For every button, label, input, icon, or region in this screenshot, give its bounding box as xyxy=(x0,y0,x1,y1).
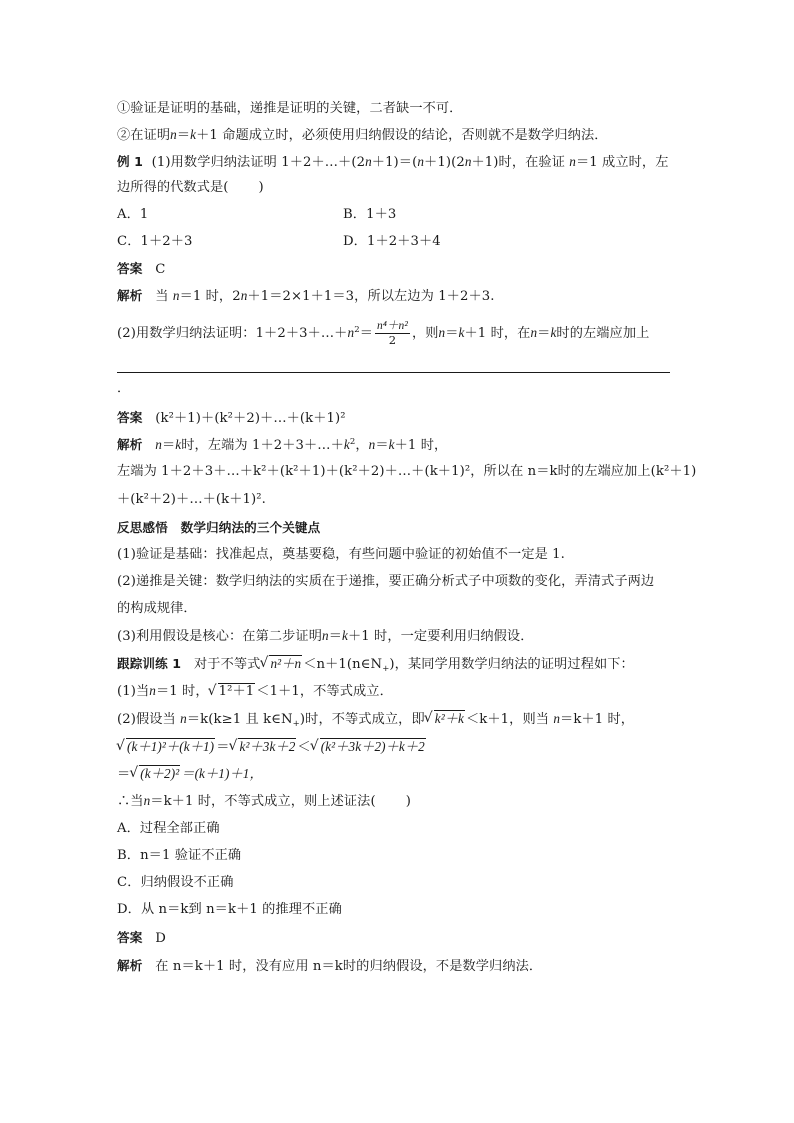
answer-label: 答案 xyxy=(117,261,143,276)
track-answer xyxy=(117,929,166,948)
track-s5-a: ∴当 xyxy=(117,794,144,809)
reflection-heading xyxy=(117,519,320,538)
track-s3-eq: ＝ xyxy=(216,740,230,755)
analysis-2-label: 解析 xyxy=(117,437,143,452)
q1-mid: ＋1)＝( xyxy=(371,155,418,170)
track-s2-c: )时，不等式成立，即 xyxy=(299,712,425,727)
p2-eq: ＝ xyxy=(176,128,191,143)
reflection-item-2-line2: 的构成规律． xyxy=(117,601,197,616)
track-intro-sub: + xyxy=(382,664,390,674)
option-d: D．1＋2＋3＋4 xyxy=(343,234,441,249)
example-1-question-2: (2)用数学归纳法证明：$1+2+3+\dots+n^2=$ $\frac{\text{n⁴＋n²}}{2}$ ，则n＝k＋1 时，在n＝k时的左端应加上 xyxy=(117,320,650,347)
answer-2 xyxy=(117,409,346,428)
track-s2-a: (2)假设当 xyxy=(117,712,176,727)
reflection-title: 数学归纳法的三个关键点 xyxy=(180,520,321,535)
sqrt-n2-plus-n xyxy=(260,655,302,674)
answer-1 xyxy=(117,260,165,279)
track-s3-rad2: k²＋3k＋2 xyxy=(239,739,296,754)
tracking-label: 跟踪训练 1 xyxy=(117,656,182,671)
blank-period: ． xyxy=(117,381,131,396)
track-answer-value: D xyxy=(155,931,166,946)
sqrt-expr-3 xyxy=(311,738,426,757)
option-a: A．1 xyxy=(117,207,149,222)
p2-text-e: ＋1 命题成立时，必须使用归纳假设的结论，否则就不是数学归纳法． xyxy=(196,128,608,143)
sqrt-k2-plus-k xyxy=(425,710,465,729)
track-step-5: ∴当n＝k＋1 时，不等式成立，则上述证法( ) xyxy=(117,793,411,809)
sqrt-expr-4 xyxy=(130,765,180,784)
example-1-question-1-line2 xyxy=(117,179,264,197)
track-s3-lt: ＜ xyxy=(297,740,311,755)
sqrt-1-plus-1 xyxy=(209,683,256,701)
track-step-1: (1)当n＝1 时，√ 1²＋1 ＜1＋1，不等式成立． xyxy=(117,682,393,701)
analysis-label: 解析 xyxy=(117,288,143,303)
track-analysis-label: 解析 xyxy=(117,958,143,973)
track-s1-c: ＜1＋1，不等式成立． xyxy=(256,684,393,699)
track-option-a: A．过程全部正确 xyxy=(117,821,220,836)
track-s1-rad: 1²＋1 xyxy=(218,684,255,699)
analysis-2-line3: ＋(k²＋2)＋…＋(k＋1)². xyxy=(117,492,266,507)
paragraph-1: ①验证是证明的基础，递推是证明的关键，二者缺一不可． xyxy=(117,101,463,116)
track-option-b: B．n＝1 验证不正确 xyxy=(117,848,242,863)
track-s3-rad1: (k＋1)²＋(k＋1) xyxy=(127,739,215,754)
p2-var-k: k xyxy=(190,127,197,142)
q2-after2: ＋1 时，在 xyxy=(464,326,531,341)
track-s2-b: ＝k(k≥1 且 k∈N xyxy=(186,712,293,727)
track-s5-c: ) xyxy=(405,794,411,809)
p2-var-n: n xyxy=(170,127,177,142)
track-analysis xyxy=(117,957,542,976)
q2-after: ，则 xyxy=(411,326,439,341)
q1-prefix: (1)用数学归纳法证明 1＋2＋…＋(2 xyxy=(151,155,366,170)
option-c: C．1＋2＋3 xyxy=(117,234,193,249)
track-step-3 xyxy=(117,738,427,757)
analysis-text: ＝1 时，2 xyxy=(179,289,241,304)
q1-mid2: ＋1)(2 xyxy=(424,155,465,170)
sqrt-expr-1 xyxy=(117,738,215,757)
tracking-exercise-intro xyxy=(117,655,634,674)
analysis-2-line2: 左端为 1＋2＋3＋…＋k²＋(k²＋1)＋(k²＋2)＋…＋(k＋1)²，所以在 n＝k时的左端应加上(k²＋1) xyxy=(117,464,697,479)
analysis-2-b: 时，左端为 1＋2＋3＋…＋ xyxy=(181,438,344,453)
track-intro-b: ＜n＋1(n∈N xyxy=(303,657,383,672)
track-analysis-text: 在 n＝k＋1 时，没有应用 n＝k时的归纳假设，不是数学归纳法． xyxy=(155,959,543,974)
fraction-denominator: 2 xyxy=(388,333,397,347)
answer-2-value: (k²＋1)＋(k²＋2)＋…＋(k＋1)² xyxy=(155,411,346,426)
track-s2-d: ＜k＋1，则当 xyxy=(466,712,550,727)
track-intro-c: )，某同学用数学归纳法的证明过程如下： xyxy=(389,657,634,672)
sqrt-expr-2 xyxy=(229,738,296,757)
track-option-c: C．归纳假设不正确 xyxy=(117,875,234,890)
q1-mid3: ＋1)时，在验证 xyxy=(471,155,565,170)
track-s4-rad: (k＋2)² xyxy=(140,766,180,781)
track-s2-rad: k²＋k xyxy=(434,711,464,726)
track-option-d: D．从 n＝k到 n＝k＋1 的推理不正确 xyxy=(117,902,342,917)
analysis-1: 解析 当 n＝1 时，2n＋1＝2×1＋1＝3，所以左边为 1＋2＋3. xyxy=(117,288,495,304)
q2-prefix: (2)用数学归纳法证明：1＋2＋3＋…＋ xyxy=(117,326,348,341)
q1-line2: 边所得的代数式是( xyxy=(117,180,229,195)
track-intro-a: 对于不等式 xyxy=(194,657,261,672)
option-b: B．1＋3 xyxy=(343,207,397,222)
example-label: 例 1 xyxy=(117,154,144,169)
fraction-numerator: n⁴＋n² xyxy=(377,320,408,332)
track-answer-label: 答案 xyxy=(117,930,143,945)
q1-end: ＝1 成立时，左 xyxy=(575,155,669,170)
reflection-item-3-a: (3)利用假设是核心：在第二步证明 xyxy=(117,629,323,644)
track-step-2: (2)假设当 n＝k(k≥1 且 $k\in N_+$)时，不等式成立，即√ k²＋k ＜k＋1，则当 n＝k＋1 时， xyxy=(117,710,634,729)
example-1-question-1: 例 1 (1)用数学归纳法证明 1＋2＋…＋(2n＋1)＝(n＋1)(2n＋1)时，在验证 n＝1 成立时，左 xyxy=(117,154,669,170)
track-s1-b: ＝1 时， xyxy=(155,684,209,699)
p2-text-a: ②在证明 xyxy=(117,128,171,143)
answer-value: C xyxy=(155,262,166,277)
q1-line2-end: ) xyxy=(258,180,264,195)
analysis-2: 解析 n＝k时，左端为 $1+2+3+\dots+k^2$，n＝k＋1 时， xyxy=(117,437,448,453)
q2-mid: ＝ xyxy=(359,326,373,341)
track-s4-eq: ＝ xyxy=(117,767,131,782)
reflection-label: 反思感悟 xyxy=(117,520,168,535)
fraction xyxy=(375,320,410,347)
analysis-2-a: ＝ xyxy=(161,438,176,453)
reflection-item-1: (1)验证是基础：找准起点，奠基要稳，有些问题中验证的初始值不一定是 1. xyxy=(117,547,565,562)
answer-blank-line xyxy=(117,372,670,373)
track-intro-rad: n²＋n xyxy=(270,656,302,671)
reflection-item-3: (3)利用假设是核心：在第二步证明n＝k＋1 时，一定要利用归纳假设． xyxy=(117,628,534,644)
analysis-pre: 当 xyxy=(155,289,169,304)
track-s4-end: ＝(k＋1)＋1， xyxy=(181,766,263,781)
q2-after3: 时的左端应加上 xyxy=(556,326,650,341)
reflection-item-2: (2)递推是关键：数学归纳法的实质在于递推，要正确分析式子中项数的变化，弄清式子两边 xyxy=(117,574,655,589)
analysis-text-b: ＋1＝2×1＋1＝3，所以左边为 1＋2＋3. xyxy=(247,289,495,304)
answer-2-label: 答案 xyxy=(117,410,143,425)
track-s2-e: ＝k＋1 时， xyxy=(560,712,635,727)
track-s1-a: (1)当 xyxy=(117,684,150,699)
analysis-2-c: ＋1 时， xyxy=(394,438,448,453)
track-step-4 xyxy=(117,765,263,784)
paragraph-2 xyxy=(117,126,608,145)
track-s2-sub: + xyxy=(292,719,300,729)
track-s3-rad3: (k²＋3k＋2)＋k＋2 xyxy=(320,739,425,754)
track-s5-b: ＝k＋1 时，不等式成立，则上述证法( xyxy=(150,794,376,809)
reflection-item-3-b: ＋1 时，一定要利用归纳假设． xyxy=(347,629,534,644)
